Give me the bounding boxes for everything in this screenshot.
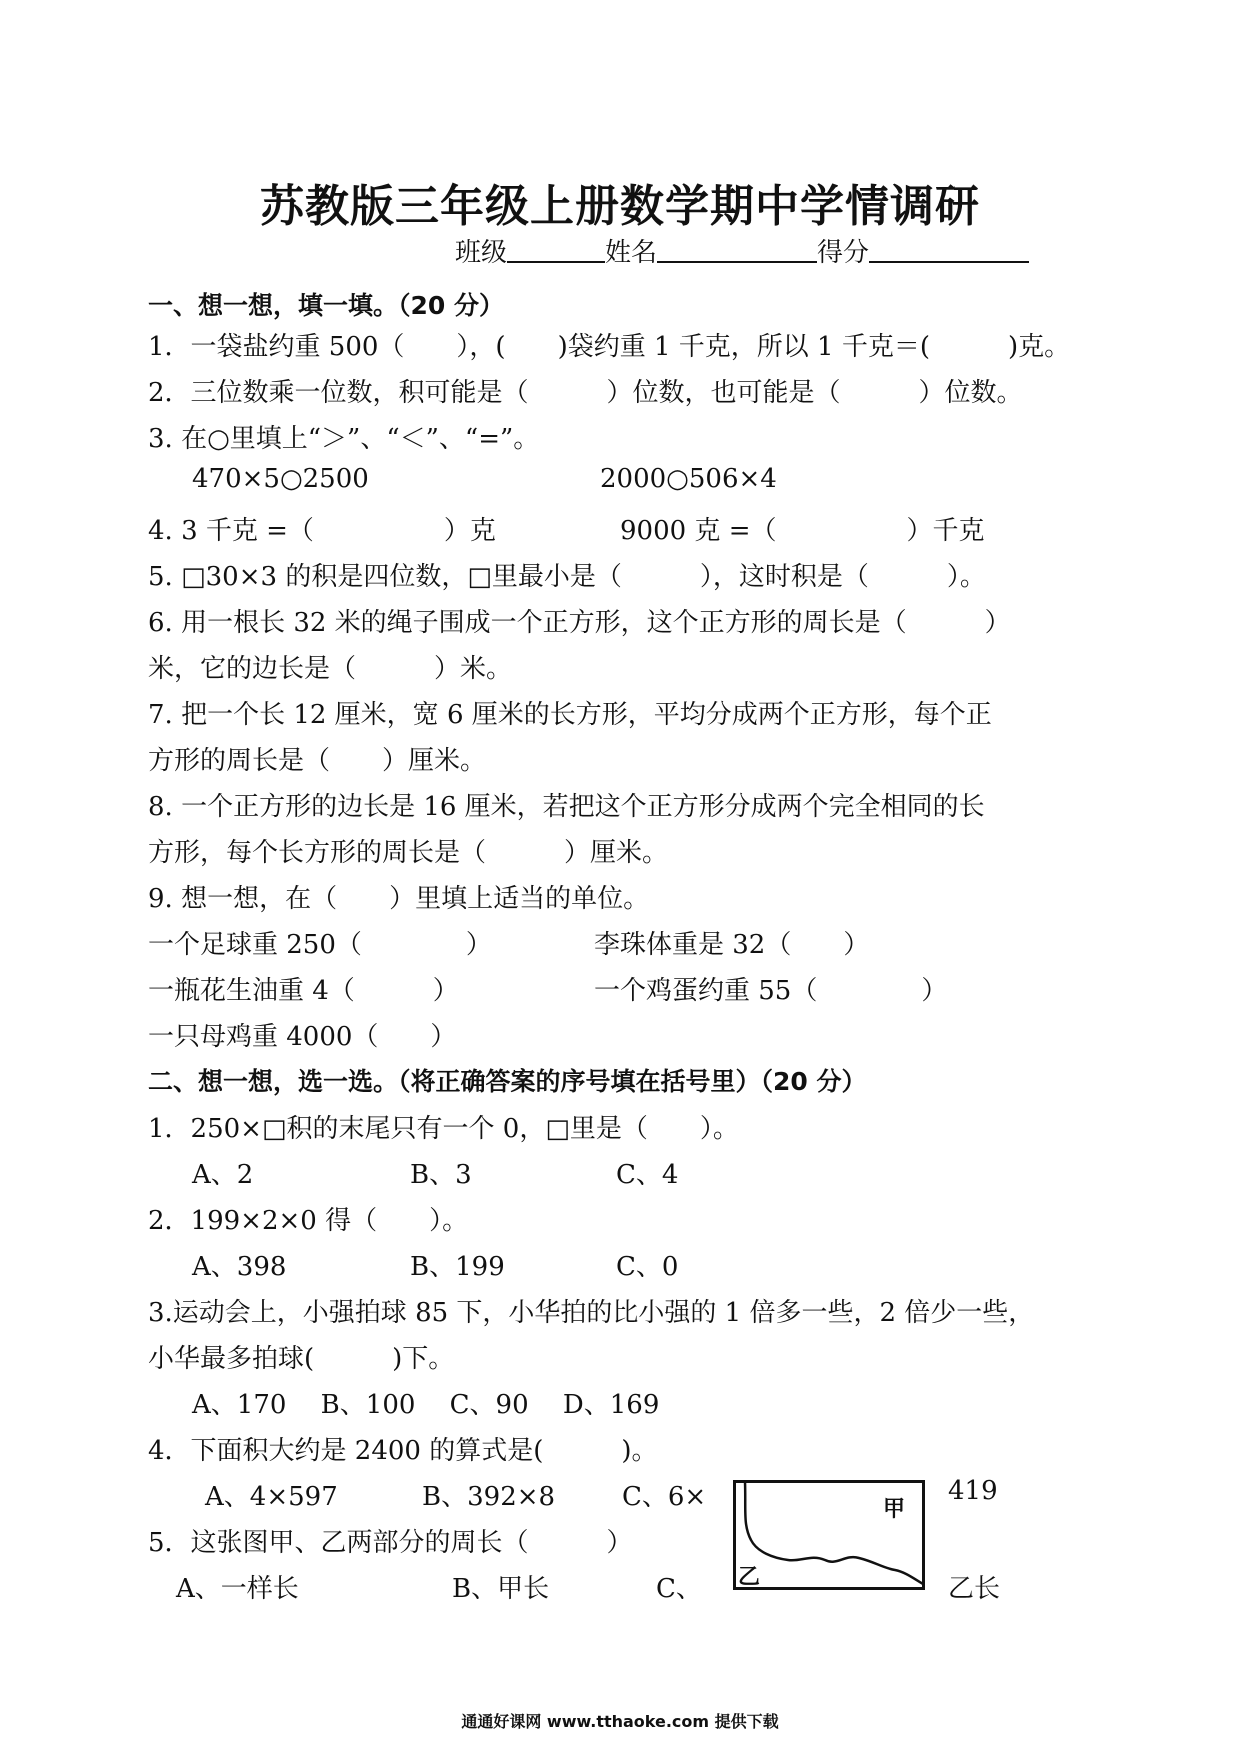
s1-question-5: 5. □30×3 的积是四位数，□里最小是（ ），这时积是（ ）。 bbox=[148, 562, 986, 592]
s2-q4-option-c-tail: 419 bbox=[948, 1476, 998, 1506]
s1-question-7a: 7. 把一个长 12 厘米，宽 6 厘米的长方形，平均分成两个正方形，每个正 bbox=[148, 700, 992, 730]
s1-question-9c: 一瓶花生油重 4（ ） bbox=[148, 976, 459, 1006]
figure-label-yi: 乙 bbox=[738, 1565, 761, 1590]
s2-q5-option-c-tail: 乙长 bbox=[948, 1574, 1001, 1604]
s1-question-9: 9. 想一想，在（ ）里填上适当的单位。 bbox=[148, 884, 650, 914]
s2-q1-option-a: A、2 bbox=[192, 1160, 254, 1190]
s1-question-9b: 李珠体重是 32（ ） bbox=[594, 930, 870, 960]
section-1-heading: 一、想一想，填一填。（20 分） bbox=[148, 291, 504, 320]
s2-q1-option-c: C、4 bbox=[616, 1160, 679, 1190]
student-info-row bbox=[455, 232, 1029, 269]
perimeter-figure bbox=[733, 1480, 925, 1590]
s1-question-3: 3. 在○里填上“＞”、“＜”、“=”。 bbox=[148, 424, 540, 454]
section-2-heading: 二、想一想，选一选。（将正确答案的序号填在括号里）（20 分） bbox=[148, 1067, 867, 1096]
s1-question-7b: 方形的周长是（ ）厘米。 bbox=[148, 746, 487, 776]
s1-question-2: 2．三位数乘一位数，积可能是（ ）位数，也可能是（ ）位数。 bbox=[148, 378, 1023, 408]
s2-question-3a: 3.运动会上，小强拍球 85 下，小华拍的比小强的 1 倍多一些，2 倍少一些， bbox=[148, 1298, 1035, 1328]
name-blank bbox=[657, 235, 817, 263]
s2-q3-options: A、170 B、100 C、90 D、169 bbox=[192, 1390, 660, 1420]
s1-question-3a: 470×5○2500 bbox=[192, 464, 369, 494]
s1-question-9d: 一个鸡蛋约重 55（ ） bbox=[594, 976, 948, 1006]
s1-question-9e: 一只母鸡重 4000（ ） bbox=[148, 1022, 457, 1052]
s2-q2-option-c: C、0 bbox=[616, 1252, 679, 1282]
s1-question-3b: 2000○506×4 bbox=[600, 464, 777, 494]
score-label: 得分 bbox=[817, 238, 870, 268]
s2-q5-option-b: B、甲长 bbox=[452, 1574, 550, 1604]
s2-q2-option-b: B、199 bbox=[410, 1252, 505, 1282]
s1-question-6a: 6. 用一根长 32 米的绳子围成一个正方形，这个正方形的周长是（ ） bbox=[148, 608, 1011, 638]
s2-question-3b: 小华最多拍球( )下。 bbox=[148, 1344, 455, 1374]
figure-label-jia: 甲 bbox=[883, 1497, 906, 1522]
name-label: 姓名 bbox=[605, 238, 658, 268]
s1-question-4b: 9000 克 =（ ）千克 bbox=[620, 516, 985, 546]
s1-question-6b: 米，它的边长是（ ）米。 bbox=[148, 654, 513, 684]
s2-question-4: 4．下面积大约是 2400 的算式是( )。 bbox=[148, 1436, 658, 1466]
class-label: 班级 bbox=[455, 238, 508, 268]
s1-question-4a: 4. 3 千克 =（ ）克 bbox=[148, 516, 496, 546]
s2-q4-option-a: A、4×597 bbox=[205, 1482, 338, 1512]
s2-q2-option-a: A、398 bbox=[192, 1252, 287, 1282]
class-blank bbox=[507, 235, 605, 263]
footer-source: 通通好课网 www.tthaoke.com 提供下载 bbox=[461, 1712, 779, 1731]
exam-title: 苏教版三年级上册数学期中学情调研 bbox=[260, 181, 980, 232]
s2-q5-option-a: A、一样长 bbox=[176, 1574, 299, 1604]
s2-q5-option-c: C、 bbox=[656, 1574, 702, 1604]
s2-question-1: 1．250×□积的末尾只有一个 0，□里是（ ）。 bbox=[148, 1114, 739, 1144]
s2-q4-option-c: C、6× bbox=[622, 1482, 707, 1512]
s1-question-8b: 方形，每个长方形的周长是（ ）厘米。 bbox=[148, 838, 669, 868]
s2-q1-option-b: B、3 bbox=[410, 1160, 472, 1190]
s1-question-9a: 一个足球重 250（ ） bbox=[148, 930, 492, 960]
s2-question-2: 2．199×2×0 得（ ）。 bbox=[148, 1206, 469, 1236]
score-blank bbox=[869, 235, 1029, 263]
s2-question-5: 5．这张图甲、乙两部分的周长（ ） bbox=[148, 1528, 633, 1558]
s2-q4-option-b: B、392×8 bbox=[422, 1482, 556, 1512]
s1-question-1: 1．一袋盐约重 500（ ），( )袋约重 1 千克，所以 1 千克＝( )克。 bbox=[148, 332, 1071, 362]
s1-question-8a: 8. 一个正方形的边长是 16 厘米，若把这个正方形分成两个完全相同的长 bbox=[148, 792, 985, 822]
